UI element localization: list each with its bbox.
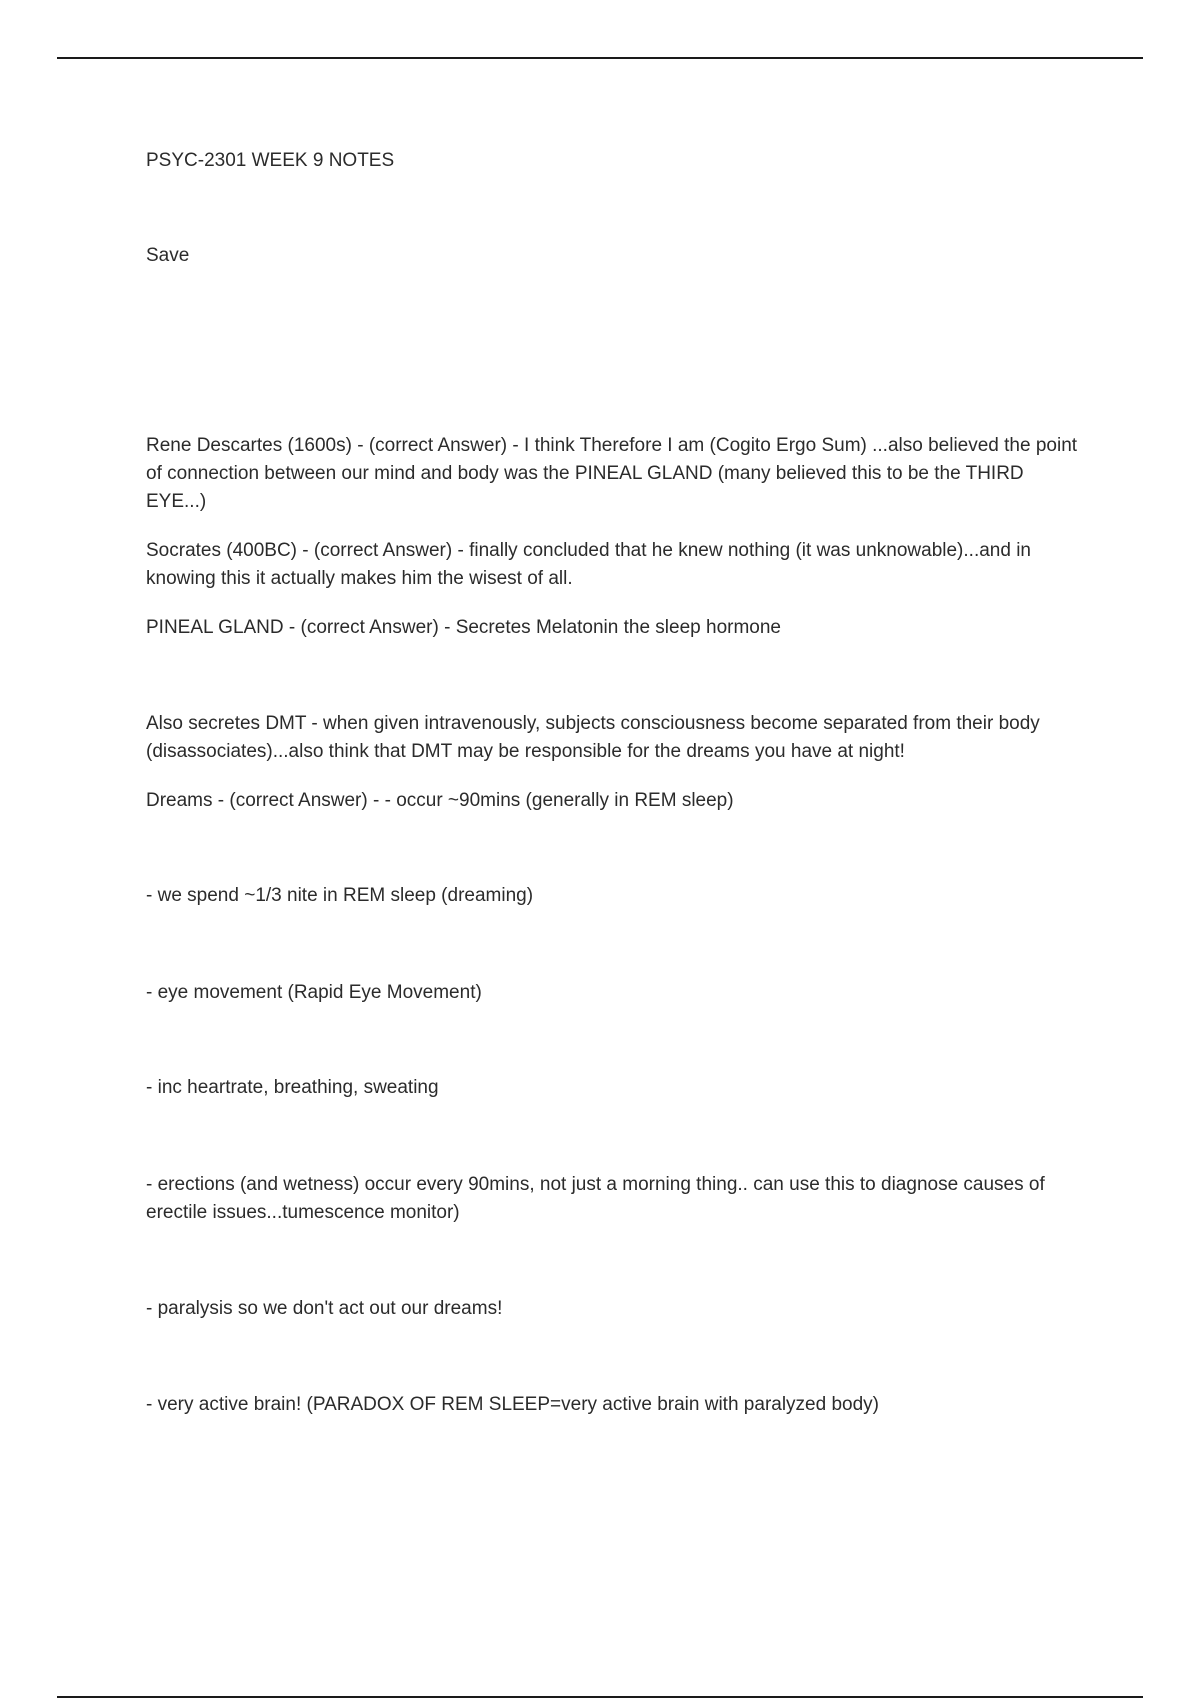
save-link[interactable]: Save: [146, 245, 190, 266]
list-item: - paralysis so we don't act out our dreams!: [146, 1298, 503, 1319]
paragraph-dreams: Dreams - (correct Answer) - - occur ~90mins (generally in REM sleep): [146, 790, 734, 811]
footer-rule: [57, 1696, 1143, 1698]
doc-title: PSYC-2301 WEEK 9 NOTES: [146, 150, 395, 171]
list-item: - erections (and wetness) occur every 90mins, not just a morning thing.. can use this to diagnose causes of erectile issues...tumescence monitor): [146, 1174, 1045, 1223]
paragraph-socrates: Socrates (400BC) - (correct Answer) - finally concluded that he knew nothing (it was unknowable)...and in knowing this it actually makes him the wisest of all.: [146, 540, 1031, 589]
paragraph-pineal-gland: PINEAL GLAND - (correct Answer) - Secretes Melatonin the sleep hormone: [146, 617, 781, 638]
list-item: - eye movement (Rapid Eye Movement): [146, 982, 482, 1003]
list-item: - inc heartrate, breathing, sweating: [146, 1077, 439, 1098]
list-item: - very active brain! (PARADOX OF REM SLEEP=very active brain with paralyzed body): [146, 1394, 879, 1415]
paragraph-dmt: Also secretes DMT - when given intravenously, subjects consciousness become separated from their body (disassociates)...also think that DMT may be responsible for the dreams you have at night!: [146, 713, 1040, 762]
header-rule: [57, 57, 1143, 59]
paragraph-descartes: Rene Descartes (1600s) - (correct Answer) - I think Therefore I am (Cogito Ergo Sum) ...also believed the point of connection between our mind and body was the PINEAL GLAND (many believed this to be the THIRD EYE...): [146, 435, 1078, 512]
list-item: - we spend ~1/3 nite in REM sleep (dreaming): [146, 885, 534, 906]
